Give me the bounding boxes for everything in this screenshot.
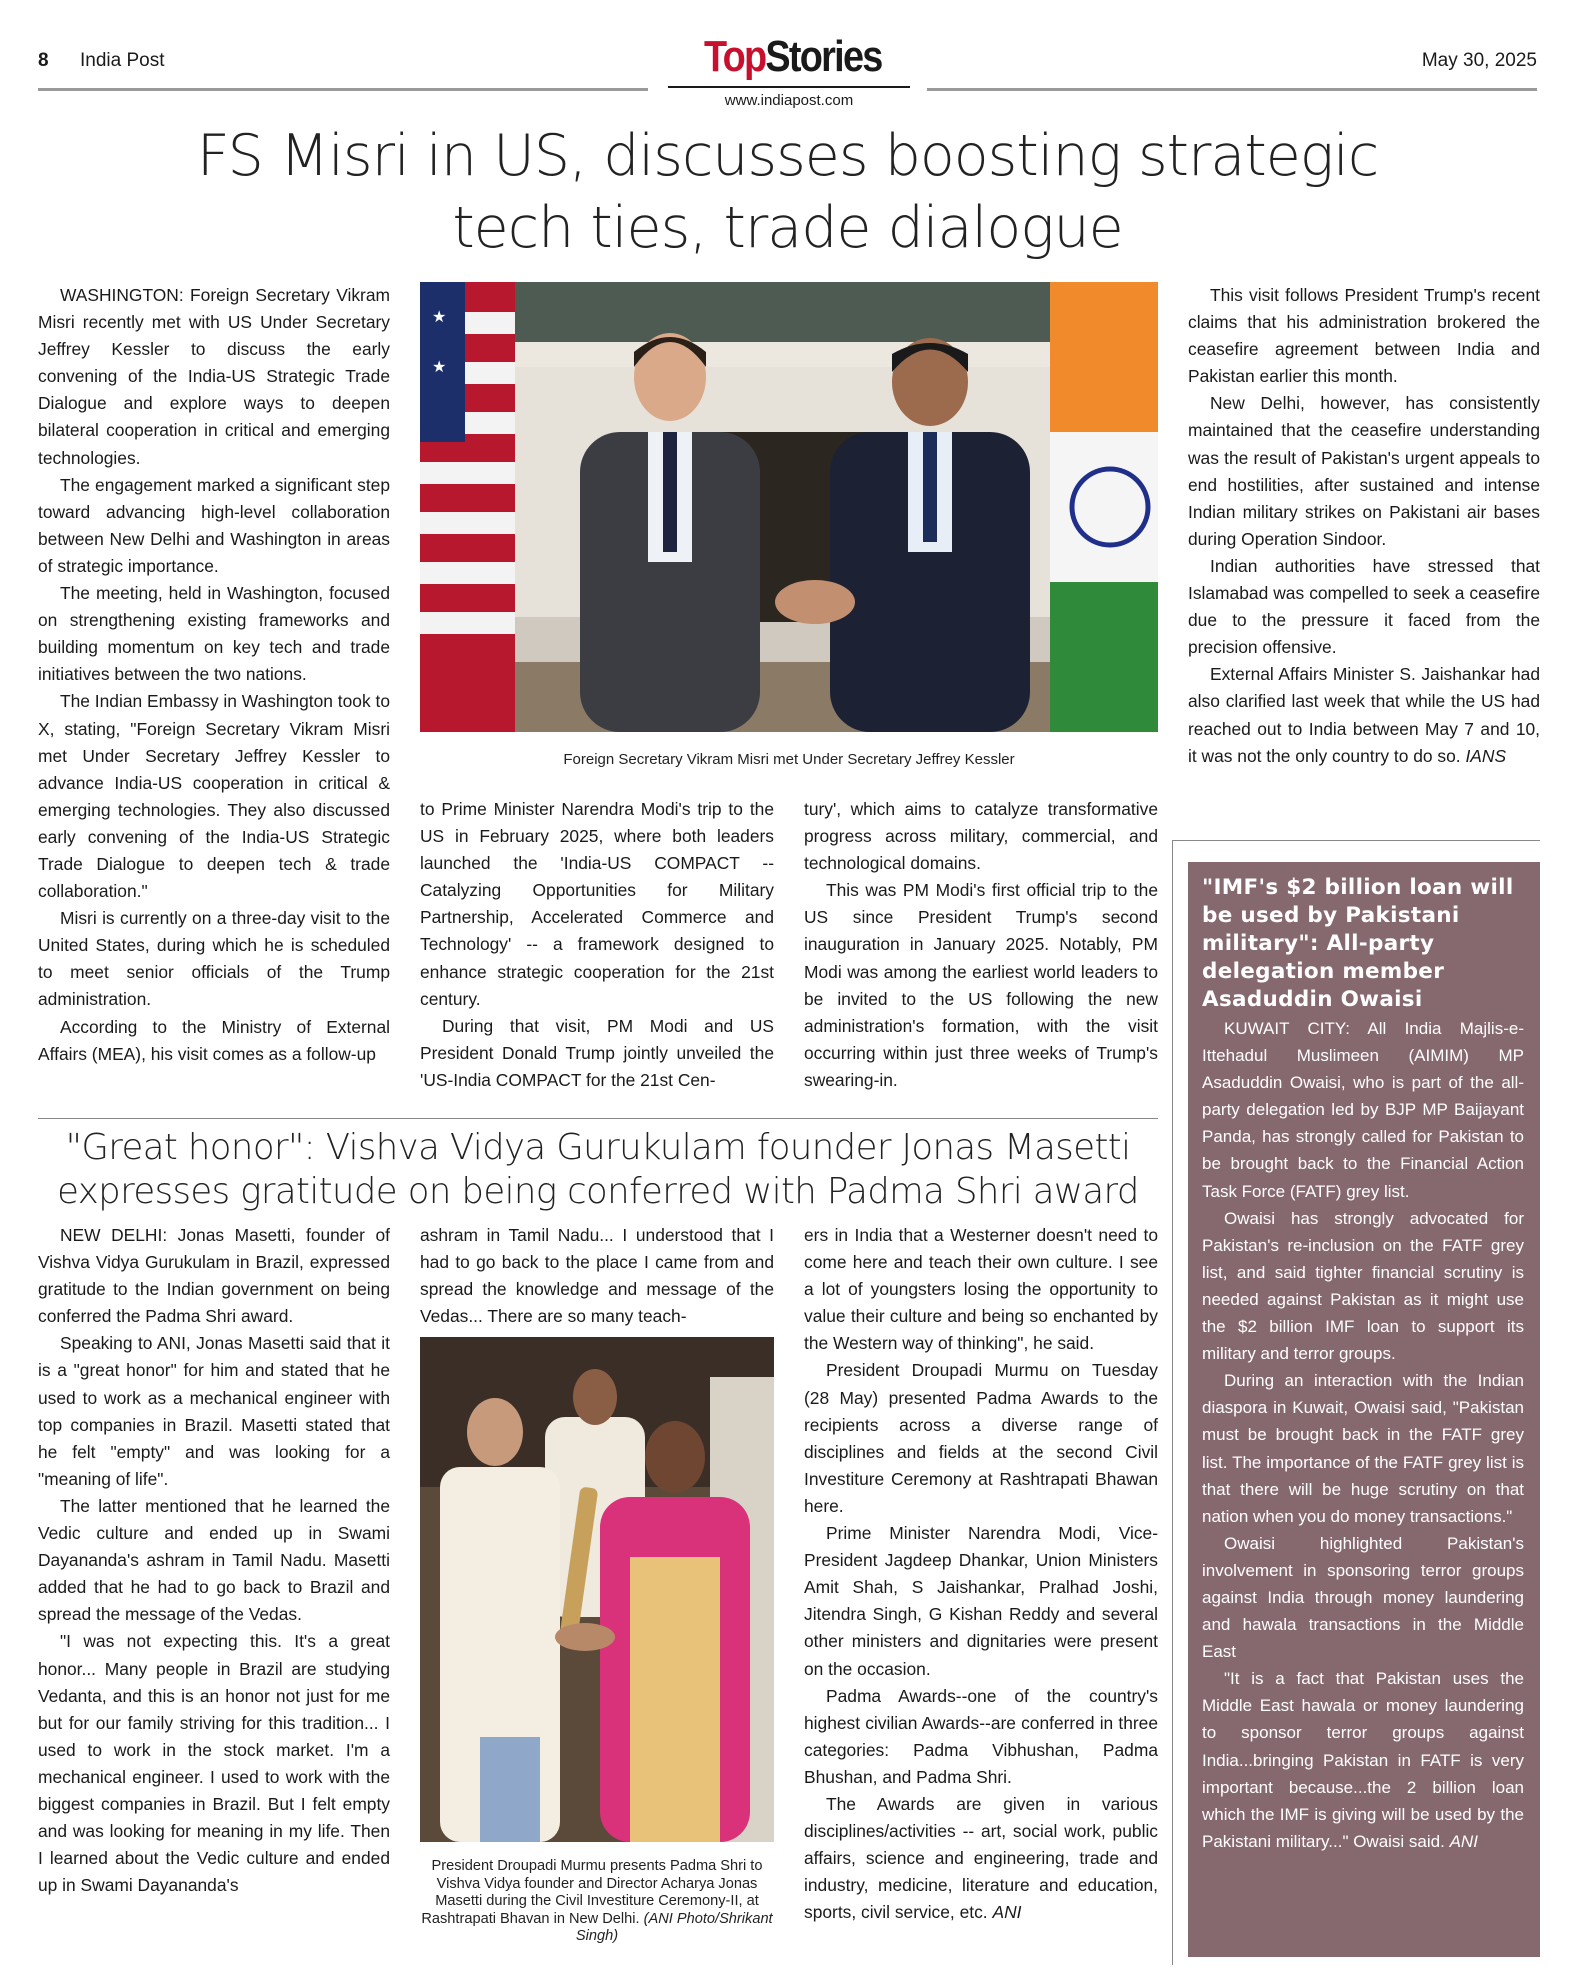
article2-headline bbox=[38, 1126, 1158, 1214]
article2-col3-para bbox=[804, 1791, 1158, 1926]
misri-kessler-photo bbox=[420, 282, 1158, 732]
article1-col2-para: to Prime Minister Narendra Modi's trip to the US in February 2025, where both leaders launched the 'India-US COMPACT -- Catalyzing Opportunities for Military Partnership, Accelerated Commerce and Technology' -- a framework designed to enhance strategic cooperation for the 21st century. bbox=[420, 799, 774, 1009]
article1-headline-line1: FS Misri in US, discusses boosting strategic bbox=[196, 123, 1379, 189]
article2-column3 bbox=[804, 1222, 1158, 1926]
article1-col1-para: The Indian Embassy in Washington took to X, stating, "Foreign Secretary Vikram Misri met Under Secretary Jeffrey Kessler to advance India-US cooperation in critical & emerging technologies. They also discussed early convening of the India-US Strategic Trade Dialogue to deepen tech & trade collaboration." bbox=[38, 691, 390, 902]
sidebar-para: Owaisi has strongly advocated for Pakistan's re-inclusion on the FATF grey list, and said tighter financial scrutiny is needed against Pakistan as it might use the $2 billion IMF loan to support its military and terror groups. bbox=[1202, 1208, 1524, 1364]
sidebar-para: KUWAIT CITY: All India Majlis-e-Ittehadul Muslimeen (AIMIM) MP Asaduddin Owaisi, who is part of the all-party delegation led by BJP MP Baijayant Panda, has strongly called for Pakistan to be brought back to the Financial Action Task Force (FATF) grey list. bbox=[1202, 1019, 1524, 1201]
article1-col3-para: This was PM Modi's first official trip to the US since President Trump's second inauguration in January 2025. Notably, PM Modi was among the earliest world leaders to be invited to the US following the new administration's formation, with the visit occurring within just three weeks of Trump's swearing-in. bbox=[804, 880, 1158, 1090]
article2-col3-para: ers in India that a Westerner doesn't need to come here and teach their own culture. I see a lot of youngsters losing the opportunity to value their culture and being so enchanted by the Western way of thinking", he said. bbox=[804, 1225, 1158, 1354]
owaisi-sidebar bbox=[1188, 862, 1540, 1957]
award-ceremony-illustration bbox=[420, 1337, 774, 1842]
right-column-divider bbox=[1172, 840, 1540, 841]
sidebar-body bbox=[1202, 1015, 1524, 1855]
article1-headline-line2: tech ties, trade dialogue bbox=[452, 195, 1123, 261]
article1-col1-para: The engagement marked a significant step toward advancing high-level collaboration between New Delhi and Washington in areas of strategic importance. bbox=[38, 474, 390, 576]
article1-col4-para bbox=[1188, 661, 1540, 769]
article1-col4-para: New Delhi, however, has consistently maintained that the ceasefire understanding was the result of Pakistan's urgent appeals to end hostilities, after sustained and intense Indian military strikes on Pakistani air bases during Operation Sindoor. bbox=[1188, 393, 1540, 549]
article2-photo-credit: (ANI Photo/Shrikant Singh) bbox=[575, 1910, 773, 1945]
article2-col3-last-text: The Awards are given in various disciplines/activities -- art, social work, public affairs, science and engineering, trade and industry, medicine, literature and education, sports, civil service, etc. bbox=[804, 1793, 1158, 1923]
article2-column1 bbox=[38, 1222, 390, 1899]
article1-col1-para: According to the Ministry of External Affairs (MEA), his visit comes as a follow-up bbox=[38, 1016, 390, 1064]
masthead bbox=[704, 32, 882, 82]
article1-col4-para: This visit follows President Trump's recent claims that his administration brokered the ceasefire agreement between India and Pakistan earlier this month. bbox=[1188, 285, 1540, 387]
sidebar-para: During an interaction with the Indian diaspora in Kuwait, Owaisi said, "Pakistan must be brought back in the FATF grey list. The importance of the FATF grey list is that there will be huge scrutiny on that nation when you do money transactions." bbox=[1202, 1371, 1524, 1526]
masthead-stories: Stories bbox=[765, 32, 882, 81]
article2-col1-para: NEW DELHI: Jonas Masetti, founder of Vishva Vidya Gurukulam in Brazil, expressed gratitude to the Indian government on being conferred the Padma Shri award. bbox=[38, 1225, 390, 1327]
publication-name: India Post bbox=[80, 50, 165, 71]
article1-photo-caption: Foreign Secretary Vikram Misri met Under Secretary Jeffrey Kessler bbox=[563, 751, 1015, 768]
article2-headline-line1: "Great honor": Vishva Vidya Gurukulam founder Jonas Masetti bbox=[65, 1127, 1131, 1168]
article1-col1-para: WASHINGTON: Foreign Secretary Vikram Misri recently met with US Under Secretary Jeffrey Kessler to discuss the early convening of the India-US Strategic Trade Dialogue and explore ways to deepen bilateral cooperation in critical and emerging technologies. bbox=[38, 285, 390, 468]
vertical-divider bbox=[1172, 840, 1173, 1965]
svg-text:★: ★ bbox=[432, 359, 447, 376]
article1-col4-para: Indian authorities have stressed that Islamabad was compelled to seek a ceasefire due to the pressure it faced from the precision offensive. bbox=[1188, 555, 1540, 658]
article1-col4-last-text: External Affairs Minister S. Jaishankar had also clarified last week that while the US had reached out to India between May 7 and 10, it was not the only country to do so. bbox=[1188, 664, 1540, 766]
article1-col2-para: During that visit, PM Modi and US President Donald Trump jointly unveiled the 'US-India COMPACT for the 21st Cen- bbox=[420, 1015, 774, 1090]
article2-col3-para: Padma Awards--one of the country's highest civilian Awards--are conferred in three categories: Padma Vibhushan, Padma Bhushan, and Padma Shri. bbox=[804, 1685, 1158, 1787]
article1-headline bbox=[120, 120, 1455, 264]
masthead-top: Top bbox=[704, 32, 766, 81]
article2-col1-para: Speaking to ANI, Jonas Masetti said that it is a "great honor" for him and stated that he used to work as a mechanical engineer with top companies in Brazil. Masetti stated that he felt "empty" and was looking for a "meaning of life". bbox=[38, 1333, 390, 1489]
article1-col3-para: tury', which aims to catalyze transformative progress across military, commercial, and technological domains. bbox=[804, 799, 1158, 874]
article1-col1-para: The meeting, held in Washington, focused on strengthening existing frameworks and building momentum on key tech and trade initiatives between the two nations. bbox=[38, 583, 390, 685]
article2-col3-para: President Droupadi Murmu on Tuesday (28 May) presented Padma Awards to the recipients across a diverse range of disciplines and fields at the second Civil Investiture Ceremony at Rashtrapati Bhawan here. bbox=[804, 1360, 1158, 1516]
issue-date: May 30, 2025 bbox=[1421, 50, 1537, 71]
article1-column4 bbox=[1188, 282, 1540, 770]
website-url[interactable]: www.indiapost.com bbox=[724, 92, 854, 109]
article2-col1-para: "I was not expecting this. It's a great honor... Many people in Brazil are studying Vedanta, and this is an honor not just for me but for our family striving for this tradition... I used to work in the stock market. I'm a mechanical engineer. I used to work with the biggest companies in Brazil. But I felt empty and was looking for meaning in my life. Then I learned about the Vedic culture and ended up in Swami Dayananda's bbox=[38, 1631, 390, 1896]
header-rule-left bbox=[38, 88, 648, 91]
sidebar-headline: "IMF's $2 billion loan will be used by Pakistani military": All-party delegation member Asaduddin Owaisi bbox=[1202, 875, 1514, 1012]
sidebar-para bbox=[1202, 1665, 1524, 1855]
article1-column2 bbox=[420, 796, 774, 1094]
svg-text:★: ★ bbox=[432, 309, 447, 326]
article2-credit: ANI bbox=[992, 1902, 1022, 1923]
page-number: 8 bbox=[38, 50, 49, 71]
article-divider bbox=[38, 1118, 1158, 1119]
article2-caption-text: President Droupadi Murmu presents Padma Shri to Vishva Vidya founder and Director Acharya Jonas Masetti during the Civil Investiture Ceremony-II, at Rashtrapati Bhavan in New Delhi. bbox=[421, 1858, 763, 1927]
padma-shri-photo bbox=[420, 1337, 774, 1842]
article2-col2-para: ashram in Tamil Nadu... I understood that I had to go back to the place I came from and spread the knowledge and message of the Vedas... There are so many teach- bbox=[420, 1225, 774, 1327]
article1-column1 bbox=[38, 282, 390, 1068]
article2-column2-top bbox=[420, 1222, 774, 1330]
sidebar-para: Owaisi highlighted Pakistan's involvement in sponsoring terror groups against India through money laundering and hawala transactions in the Middle East bbox=[1202, 1533, 1524, 1662]
article2-headline-line2: expresses gratitude on being conferred with Padma Shri award bbox=[57, 1171, 1139, 1212]
handshake-illustration bbox=[420, 282, 1158, 732]
article1-col1-para: Misri is currently on a three-day visit to the United States, during which he is scheduled to meet senior officials of the Trump administration. bbox=[38, 908, 390, 1010]
article1-column3 bbox=[804, 796, 1158, 1094]
article2-col3-para: Prime Minister Narendra Modi, Vice-President Jagdeep Dhankar, Union Ministers Amit Shah, S Jaishankar, Pralhad Joshi, Jitendra Singh, G Kishan Reddy and several other ministers and dignitaries were present on the occasion. bbox=[804, 1523, 1158, 1679]
sidebar-last-text: "It is a fact that Pakistan uses the Middle East hawala or money laundering to sponsor terror groups against India...bringing Pakistan in FATF is very important because...the 2 billion loan which the IMF is giving will be used by the Pakistani military..." Owaisi said. bbox=[1202, 1669, 1524, 1851]
masthead-underline bbox=[668, 86, 910, 88]
sidebar-credit: ANI bbox=[1449, 1831, 1478, 1851]
article2-col1-para: The latter mentioned that he learned the Vedic culture and ended up in Swami Dayananda's ashram in Tamil Nadu. Masetti added that he had to go back to Brazil and spread the message of the Vedas. bbox=[38, 1495, 390, 1625]
article1-credit: IANS bbox=[1465, 745, 1507, 766]
header-rule-right bbox=[927, 88, 1537, 91]
article2-photo-caption bbox=[420, 1858, 774, 1946]
